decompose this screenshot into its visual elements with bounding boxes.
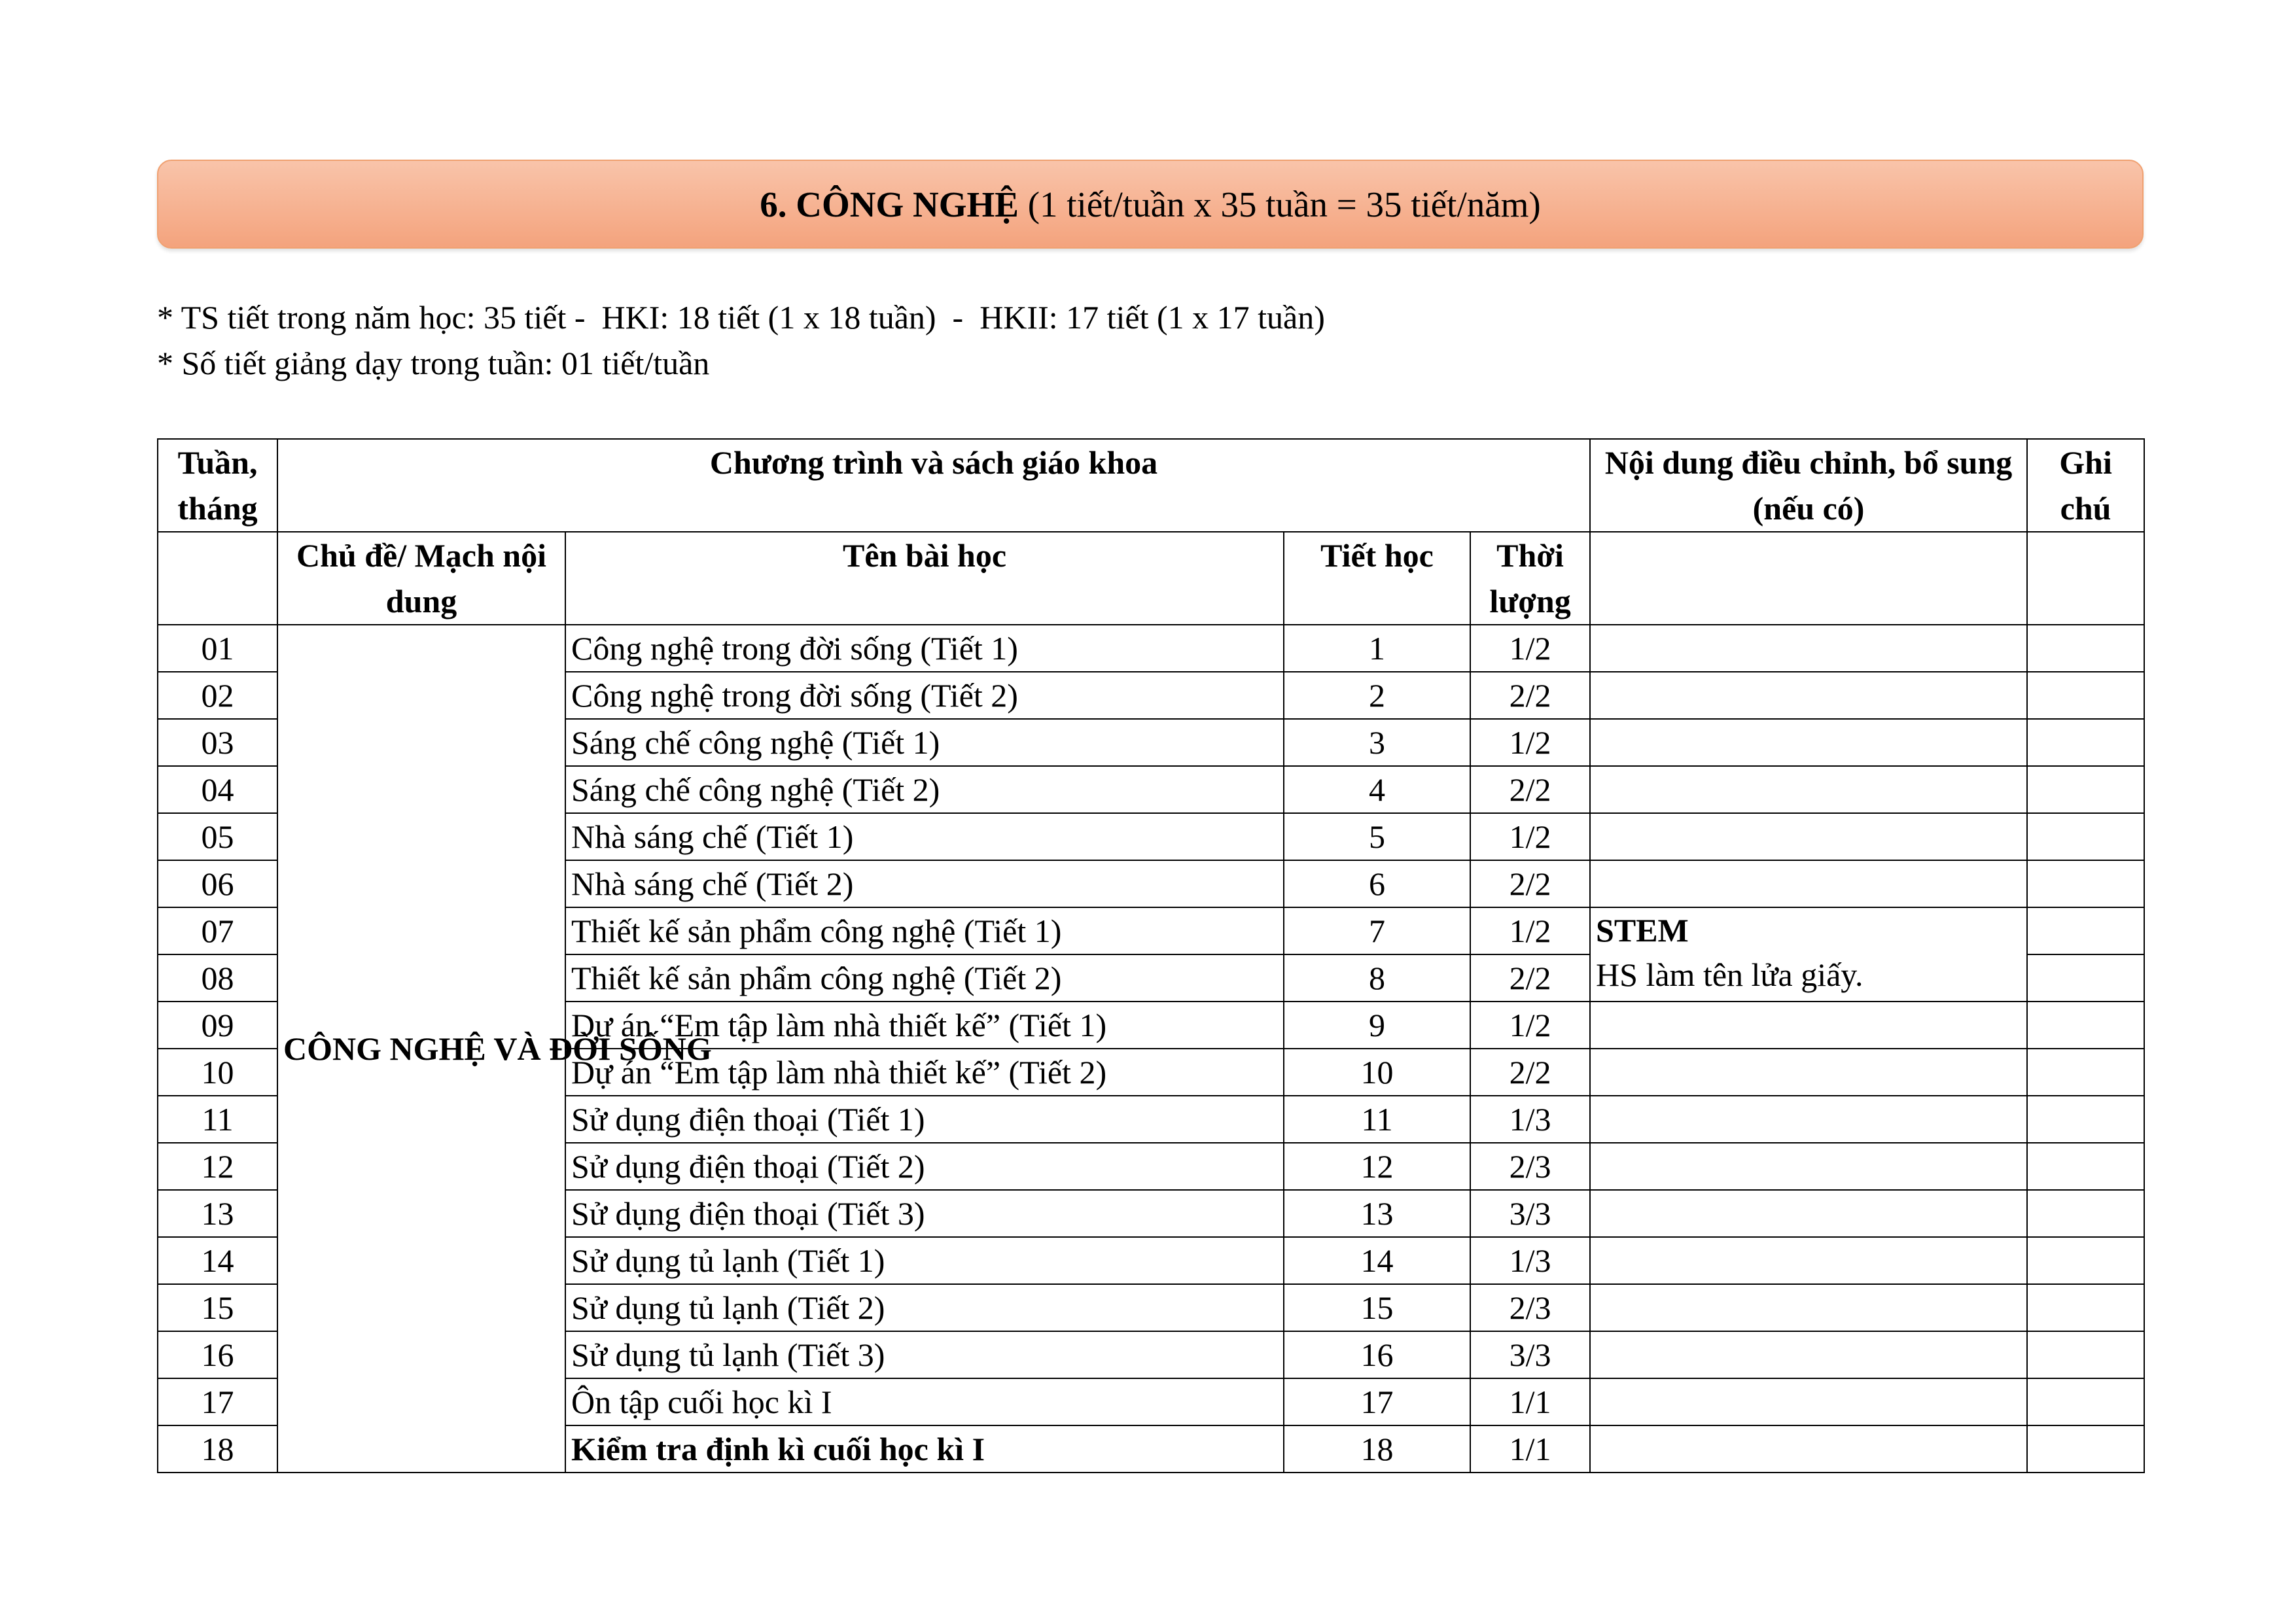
note-cell — [2027, 1096, 2144, 1143]
period-cell: 17 — [1284, 1378, 1470, 1425]
note-cell — [2027, 813, 2144, 860]
stem-label: STEM — [1596, 912, 1689, 949]
stem-description: HS làm tên lửa giấy. — [1596, 956, 1863, 993]
duration-cell: 1/2 — [1470, 1002, 1590, 1049]
section-title-rest: (1 tiết/tuần x 35 tuần = 35 tiết/năm) — [1018, 184, 1541, 224]
lesson-name-cell: Dự án “Em tập làm nhà thiết kế” (Tiết 1) — [565, 1002, 1284, 1049]
week-cell: 02 — [158, 672, 277, 719]
section-title-banner — [157, 160, 2144, 249]
lesson-name-cell: Nhà sáng chế (Tiết 1) — [565, 813, 1284, 860]
curriculum-rows — [158, 625, 2144, 1473]
week-cell: 18 — [158, 1425, 277, 1473]
duration-cell: 2/2 — [1470, 1049, 1590, 1096]
header-week-blank — [158, 532, 277, 625]
lesson-name-cell: Sáng chế công nghệ (Tiết 1) — [565, 719, 1284, 766]
period-cell: 9 — [1284, 1002, 1470, 1049]
lesson-name-cell: Sử dụng điện thoại (Tiết 1) — [565, 1096, 1284, 1143]
week-cell: 04 — [158, 766, 277, 813]
adjustment-cell — [1590, 1002, 2027, 1049]
period-cell: 5 — [1284, 813, 1470, 860]
period-cell: 3 — [1284, 719, 1470, 766]
note-cell — [2027, 625, 2144, 672]
adjustment-cell — [1590, 813, 2027, 860]
week-cell: 13 — [158, 1190, 277, 1237]
week-cell: 07 — [158, 907, 277, 954]
duration-cell: 1/3 — [1470, 1096, 1590, 1143]
lesson-name-cell: Ôn tập cuối học kì I — [565, 1378, 1284, 1425]
duration-cell: 1/1 — [1470, 1425, 1590, 1473]
adjustment-cell — [1590, 1190, 2027, 1237]
period-cell: 18 — [1284, 1425, 1470, 1473]
adjustment-cell — [1590, 1284, 2027, 1331]
lesson-name-cell: Sáng chế công nghệ (Tiết 2) — [565, 766, 1284, 813]
period-cell: 12 — [1284, 1143, 1470, 1190]
week-cell: 06 — [158, 860, 277, 907]
week-cell: 03 — [158, 719, 277, 766]
adjustment-cell — [1590, 1096, 2027, 1143]
adjustment-cell — [1590, 672, 2027, 719]
week-cell: 16 — [158, 1331, 277, 1378]
lesson-name-cell: Thiết kế sản phẩm công nghệ (Tiết 2) — [565, 954, 1284, 1002]
header-program: Chương trình và sách giáo khoa — [277, 439, 1590, 532]
lesson-name-cell: Sử dụng tủ lạnh (Tiết 2) — [565, 1284, 1284, 1331]
header-week: Tuần, tháng — [158, 439, 277, 532]
week-cell: 09 — [158, 1002, 277, 1049]
note-cell — [2027, 766, 2144, 813]
adjustment-cell — [1590, 625, 2027, 672]
lesson-name-cell: Công nghệ trong đời sống (Tiết 1) — [565, 625, 1284, 672]
note-total-periods: * TS tiết trong năm học: 35 tiết - HKI: 18 tiết (1 x 18 tuần) - HKII: 17 tiết (1 x 17 tuần) — [157, 299, 1325, 336]
period-cell: 16 — [1284, 1331, 1470, 1378]
period-cell: 6 — [1284, 860, 1470, 907]
adjustment-cell — [1590, 1237, 2027, 1284]
adjustment-cell — [1590, 719, 2027, 766]
week-cell: 08 — [158, 954, 277, 1002]
note-cell — [2027, 1284, 2144, 1331]
adjustment-cell — [1590, 860, 2027, 907]
note-cell — [2027, 1378, 2144, 1425]
period-cell: 10 — [1284, 1049, 1470, 1096]
lesson-name-cell: Sử dụng điện thoại (Tiết 2) — [565, 1143, 1284, 1190]
period-cell: 13 — [1284, 1190, 1470, 1237]
period-cell: 7 — [1284, 907, 1470, 954]
week-cell: 12 — [158, 1143, 277, 1190]
week-cell: 17 — [158, 1378, 277, 1425]
week-cell: 15 — [158, 1284, 277, 1331]
note-cell — [2027, 719, 2144, 766]
duration-cell: 1/1 — [1470, 1378, 1590, 1425]
period-cell: 1 — [1284, 625, 1470, 672]
topic-cell: CÔNG NGHỆ VÀ ĐỜI SỐNG — [277, 625, 565, 1473]
week-cell: 14 — [158, 1237, 277, 1284]
week-cell: 11 — [158, 1096, 277, 1143]
period-cell: 8 — [1284, 954, 1470, 1002]
adjustment-cell — [1590, 766, 2027, 813]
header-note: Ghi chú — [2027, 439, 2144, 532]
header-duration: Thời lượng — [1470, 532, 1590, 625]
note-cell — [2027, 1190, 2144, 1237]
note-cell — [2027, 1237, 2144, 1284]
duration-cell: 2/3 — [1470, 1143, 1590, 1190]
period-cell: 4 — [1284, 766, 1470, 813]
lesson-name-cell: Công nghệ trong đời sống (Tiết 2) — [565, 672, 1284, 719]
header-period: Tiết học — [1284, 532, 1470, 625]
adjustment-cell — [1590, 1378, 2027, 1425]
lesson-name-cell: Dự án “Em tập làm nhà thiết kế” (Tiết 2) — [565, 1049, 1284, 1096]
note-cell — [2027, 860, 2144, 907]
note-cell — [2027, 1002, 2144, 1049]
duration-cell: 1/2 — [1470, 907, 1590, 954]
duration-cell: 2/2 — [1470, 860, 1590, 907]
lesson-name-cell: Nhà sáng chế (Tiết 2) — [565, 860, 1284, 907]
adjustment-cell — [1590, 1425, 2027, 1473]
header-adjustment: Nội dung điều chỉnh, bổ sung (nếu có) — [1590, 439, 2027, 532]
duration-cell: 2/3 — [1470, 1284, 1590, 1331]
table-row — [158, 625, 2144, 672]
curriculum-table — [157, 438, 2145, 1473]
period-cell: 2 — [1284, 672, 1470, 719]
note-cell — [2027, 1049, 2144, 1096]
lesson-name-cell: Thiết kế sản phẩm công nghệ (Tiết 1) — [565, 907, 1284, 954]
duration-cell: 2/2 — [1470, 766, 1590, 813]
lesson-name-cell: Sử dụng tủ lạnh (Tiết 3) — [565, 1331, 1284, 1378]
note-cell — [2027, 672, 2144, 719]
duration-cell: 2/2 — [1470, 672, 1590, 719]
duration-cell: 2/2 — [1470, 954, 1590, 1002]
duration-cell: 1/2 — [1470, 625, 1590, 672]
duration-cell: 3/3 — [1470, 1331, 1590, 1378]
lesson-name-cell: Kiểm tra định kì cuối học kì I — [565, 1425, 1284, 1473]
duration-cell: 1/2 — [1470, 719, 1590, 766]
period-cell: 11 — [1284, 1096, 1470, 1143]
adjustment-cell-stem — [1590, 907, 2027, 1002]
period-cell: 15 — [1284, 1284, 1470, 1331]
week-cell: 05 — [158, 813, 277, 860]
adjustment-cell — [1590, 1143, 2027, 1190]
period-cell: 14 — [1284, 1237, 1470, 1284]
lesson-name-cell: Sử dụng điện thoại (Tiết 3) — [565, 1190, 1284, 1237]
header-lesson: Tên bài học — [565, 532, 1284, 625]
lesson-name-cell: Sử dụng tủ lạnh (Tiết 1) — [565, 1237, 1284, 1284]
note-cell — [2027, 1331, 2144, 1378]
header-topic: Chủ đề/ Mạch nội dung — [277, 532, 565, 625]
note-cell — [2027, 1143, 2144, 1190]
adjustment-cell — [1590, 1331, 2027, 1378]
note-cell — [2027, 907, 2144, 954]
week-cell: 10 — [158, 1049, 277, 1096]
note-cell — [2027, 954, 2144, 1002]
note-weekly-periods: * Số tiết giảng dạy trong tuần: 01 tiết/tuần — [157, 345, 710, 381]
note-cell — [2027, 1425, 2144, 1473]
section-title-bold: 6. CÔNG NGHỆ — [760, 184, 1019, 224]
adjustment-cell — [1590, 1049, 2027, 1096]
week-cell: 01 — [158, 625, 277, 672]
header-note-blank — [2027, 532, 2144, 625]
duration-cell: 1/2 — [1470, 813, 1590, 860]
summary-notes — [157, 294, 1325, 386]
duration-cell: 1/3 — [1470, 1237, 1590, 1284]
header-adjustment-blank — [1590, 532, 2027, 625]
duration-cell: 3/3 — [1470, 1190, 1590, 1237]
